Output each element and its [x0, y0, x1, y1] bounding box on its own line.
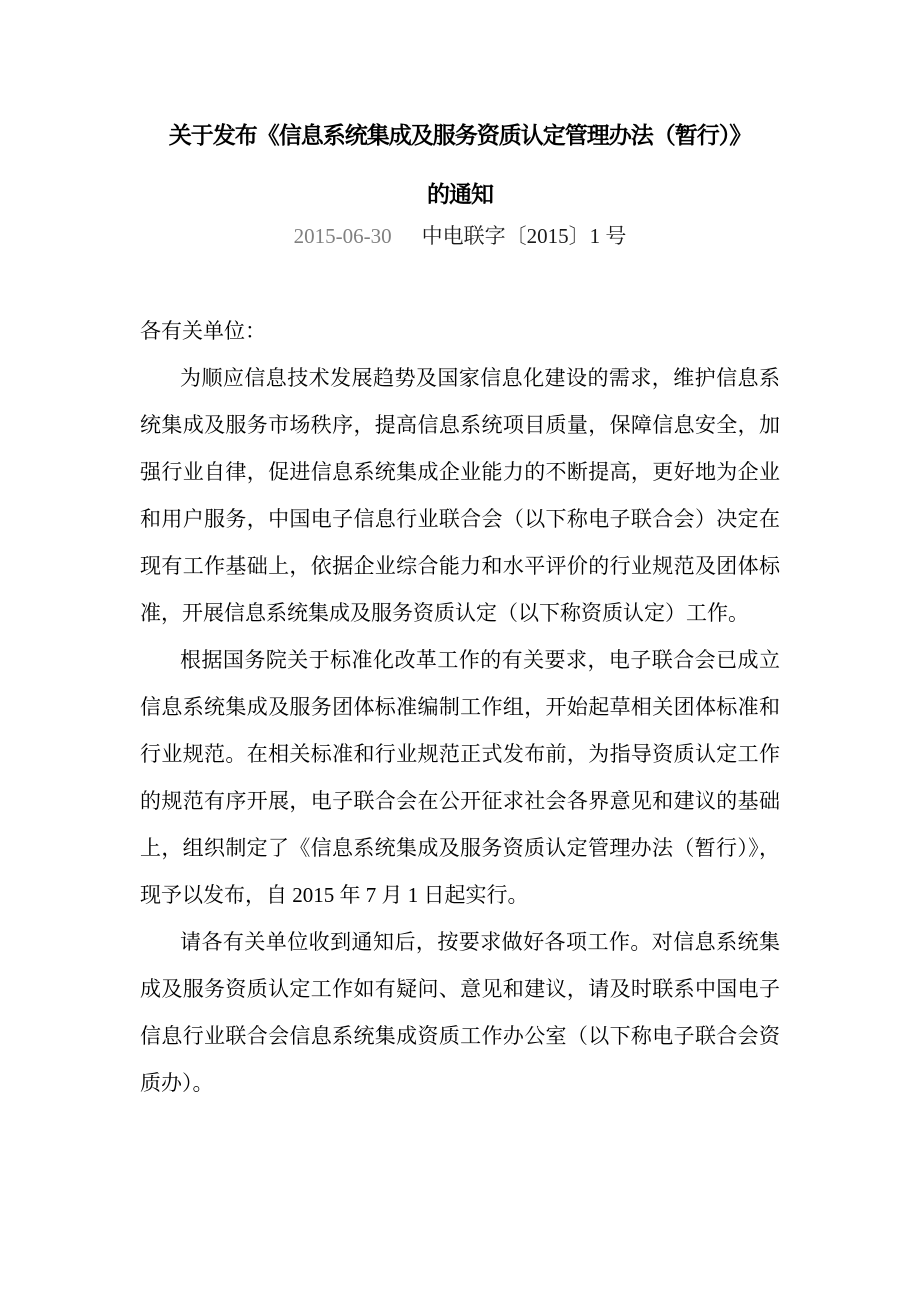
- document-body: [140, 308, 780, 1107]
- salutation: 各有关单位：: [140, 319, 266, 343]
- title-line-2: 的通知: [427, 182, 493, 207]
- publish-date: 2015-06-30: [293, 224, 392, 248]
- document-title: [140, 106, 780, 224]
- body-paragraph: 为顺应信息技术发展趋势及国家信息化建设的需求，维护信息系统集成及服务市场秩序，提高信息系统项目质量，保障信息安全，加强行业自律，促进信息系统集成企业能力的不断提高，更好地为企业和用户服务，中国电子信息行业联合会（以下称电子联合会）决定在现有工作基础上，依据企业综合能力和水平评价的行业规范及团体标准，开展信息系统集成及服务资质认定（以下称资质认定）工作。: [140, 366, 780, 625]
- title-line-1: 关于发布《信息系统集成及服务资质认定管理办法（暂行）》: [168, 123, 752, 148]
- document-meta-line: [140, 222, 780, 250]
- document-number: 中电联字〔2015〕1 号: [421, 224, 627, 248]
- body-paragraph: 根据国务院关于标准化改革工作的有关要求，电子联合会已成立信息系统集成及服务团体标准编制工作组，开始起草相关团体标准和行业规范。在相关标准和行业规范正式发布前，为指导资质认定工作的规范有序开展，电子联合会在公开征求社会各界意见和建议的基础上，组织制定了《信息系统集成及服务资质认定管理办法（暂行）》，现予以发布，自 2015 年 7 月 1 日起实行。: [140, 648, 780, 907]
- body-paragraph: 请各有关单位收到通知后，按要求做好各项工作。对信息系统集成及服务资质认定工作如有疑问、意见和建议，请及时联系中国电子信息行业联合会信息系统集成资质工作办公室（以下称电子联合会资质办）。: [140, 930, 780, 1095]
